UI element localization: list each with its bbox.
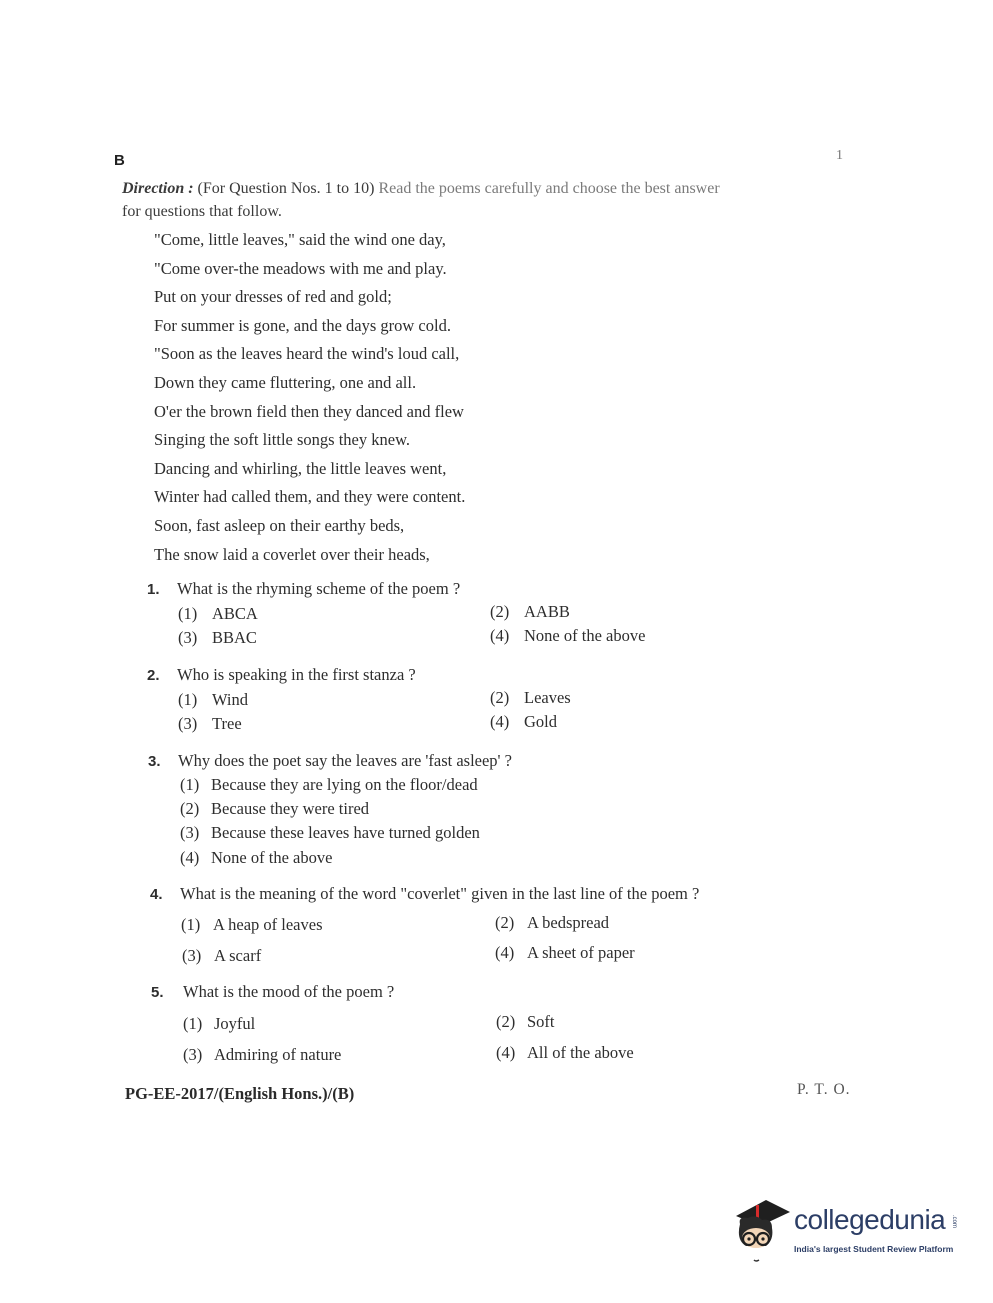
question-1 bbox=[147, 579, 460, 599]
option-number: (1) bbox=[183, 1014, 203, 1033]
option-number: (3) bbox=[182, 946, 202, 965]
logo-suffix: .com bbox=[951, 1215, 957, 1229]
option-text: A heap of leaves bbox=[213, 915, 323, 934]
question-number: 3. bbox=[148, 753, 161, 770]
option-number: (2) bbox=[495, 913, 515, 932]
question-5 bbox=[151, 982, 394, 1002]
question-text: What is the meaning of the word "coverlet" given in the last line of the poem ? bbox=[180, 884, 700, 903]
option-text: Leaves bbox=[524, 688, 571, 707]
question-1-option-2[interactable] bbox=[490, 602, 570, 622]
question-5-option-2[interactable] bbox=[496, 1012, 555, 1032]
question-2 bbox=[147, 665, 416, 685]
question-text: Why does the poet say the leaves are 'fast asleep' ? bbox=[178, 751, 512, 770]
poem-line: The snow laid a coverlet over their heads, bbox=[154, 544, 430, 564]
question-number: 2. bbox=[147, 667, 160, 684]
question-1-option-4[interactable] bbox=[490, 626, 645, 646]
page-number: 1 bbox=[836, 148, 843, 163]
question-3-option-2[interactable] bbox=[180, 799, 369, 819]
question-5-option-3[interactable] bbox=[183, 1045, 341, 1065]
question-4 bbox=[150, 884, 699, 904]
question-number: 4. bbox=[150, 886, 163, 903]
option-number: (3) bbox=[178, 714, 198, 733]
option-text: A sheet of paper bbox=[527, 943, 635, 962]
direction-instruction-line2: for questions that follow. bbox=[122, 203, 282, 220]
poem-line: Winter had called them, and they were content. bbox=[154, 487, 466, 507]
question-3-option-3[interactable] bbox=[180, 823, 480, 843]
logo-wordmark: collegedunia bbox=[794, 1204, 946, 1235]
option-number: (1) bbox=[180, 775, 200, 794]
question-4-option-3[interactable] bbox=[182, 946, 261, 966]
question-2-option-1[interactable] bbox=[178, 690, 248, 710]
option-text: Tree bbox=[212, 714, 242, 733]
option-text: ABCA bbox=[212, 604, 258, 623]
option-number: (2) bbox=[490, 688, 510, 707]
question-3-option-4[interactable] bbox=[180, 848, 332, 868]
direction-scope: (For Question Nos. 1 to 10) bbox=[193, 180, 379, 197]
poem bbox=[154, 226, 465, 569]
direction-instruction: Read the poems carefully and choose the best answer bbox=[378, 180, 720, 197]
question-text: Who is speaking in the first stanza ? bbox=[177, 665, 416, 684]
question-4-option-4[interactable] bbox=[495, 943, 635, 963]
question-1-option-3[interactable] bbox=[178, 628, 257, 648]
question-4-option-1[interactable] bbox=[181, 915, 323, 935]
option-text: Because they are lying on the floor/dead bbox=[211, 775, 478, 794]
option-number: (3) bbox=[183, 1045, 203, 1064]
collegedunia-logo[interactable] bbox=[732, 1196, 962, 1266]
poem-line: Soon, fast asleep on their earthy beds, bbox=[154, 515, 405, 535]
poem-line: Put on your dresses of red and gold; bbox=[154, 287, 392, 307]
option-number: (4) bbox=[490, 712, 510, 731]
option-number: (2) bbox=[496, 1012, 516, 1031]
option-text: All of the above bbox=[527, 1043, 634, 1062]
question-5-option-1[interactable] bbox=[183, 1014, 255, 1034]
exam-code: PG-EE-2017/(English Hons.)/(B) bbox=[125, 1084, 355, 1103]
poem-line: "Come over-the meadows with me and play. bbox=[154, 258, 447, 278]
direction-label: Direction : bbox=[122, 180, 194, 197]
poem-line: O'er the brown field then they danced and flew bbox=[154, 401, 464, 421]
question-text: What is the mood of the poem ? bbox=[183, 982, 395, 1001]
option-text: AABB bbox=[524, 602, 570, 621]
option-text: Soft bbox=[527, 1012, 555, 1031]
logo-tagline: India's largest Student Review Platform bbox=[794, 1244, 954, 1254]
question-text: What is the rhyming scheme of the poem ? bbox=[177, 579, 461, 598]
question-2-option-2[interactable] bbox=[490, 688, 571, 708]
option-number: (4) bbox=[495, 943, 515, 962]
question-2-option-4[interactable] bbox=[490, 712, 557, 732]
question-4-option-2[interactable] bbox=[495, 913, 609, 933]
option-number: (1) bbox=[178, 604, 198, 623]
option-number: (1) bbox=[178, 690, 198, 709]
question-5-option-4[interactable] bbox=[496, 1043, 634, 1063]
direction-text bbox=[122, 177, 842, 223]
option-text: None of the above bbox=[524, 626, 646, 645]
question-1-option-1[interactable] bbox=[178, 604, 258, 624]
option-number: (4) bbox=[496, 1043, 516, 1062]
option-text: Because these leaves have turned golden bbox=[211, 823, 480, 842]
poem-line: "Come, little leaves," said the wind one day, bbox=[154, 230, 446, 249]
option-text: None of the above bbox=[211, 848, 333, 867]
option-number: (2) bbox=[180, 799, 200, 818]
option-number: (3) bbox=[180, 823, 200, 842]
please-turn-over: P. T. O. bbox=[797, 1081, 851, 1098]
poem-line: "Soon as the leaves heard the wind's loud call, bbox=[154, 344, 460, 364]
option-text: A bedspread bbox=[527, 913, 610, 932]
option-number: (3) bbox=[178, 628, 198, 647]
series-letter: B bbox=[114, 152, 125, 169]
option-text: Admiring of nature bbox=[214, 1045, 342, 1064]
option-text: A scarf bbox=[214, 946, 262, 965]
option-text: Wind bbox=[212, 690, 248, 709]
option-number: (4) bbox=[490, 626, 510, 645]
poem-line: Singing the soft little songs they knew. bbox=[154, 430, 411, 450]
question-number: 1. bbox=[147, 581, 160, 598]
option-number: (4) bbox=[180, 848, 200, 867]
option-text: Because they were tired bbox=[211, 799, 370, 818]
poem-line: For summer is gone, and the days grow cold. bbox=[154, 315, 451, 335]
question-3-option-1[interactable] bbox=[180, 775, 478, 795]
poem-line: Dancing and whirling, the little leaves went, bbox=[154, 458, 447, 478]
option-text: Joyful bbox=[214, 1014, 256, 1033]
option-text: BBAC bbox=[212, 628, 257, 647]
question-3 bbox=[148, 751, 512, 771]
graduate-mascot-icon bbox=[732, 1196, 794, 1266]
poem-line: Down they came fluttering, one and all. bbox=[154, 372, 417, 392]
option-number: (2) bbox=[490, 602, 510, 621]
question-2-option-3[interactable] bbox=[178, 714, 242, 734]
option-number: (1) bbox=[181, 915, 201, 934]
question-number: 5. bbox=[151, 984, 164, 1001]
option-text: Gold bbox=[524, 712, 557, 731]
